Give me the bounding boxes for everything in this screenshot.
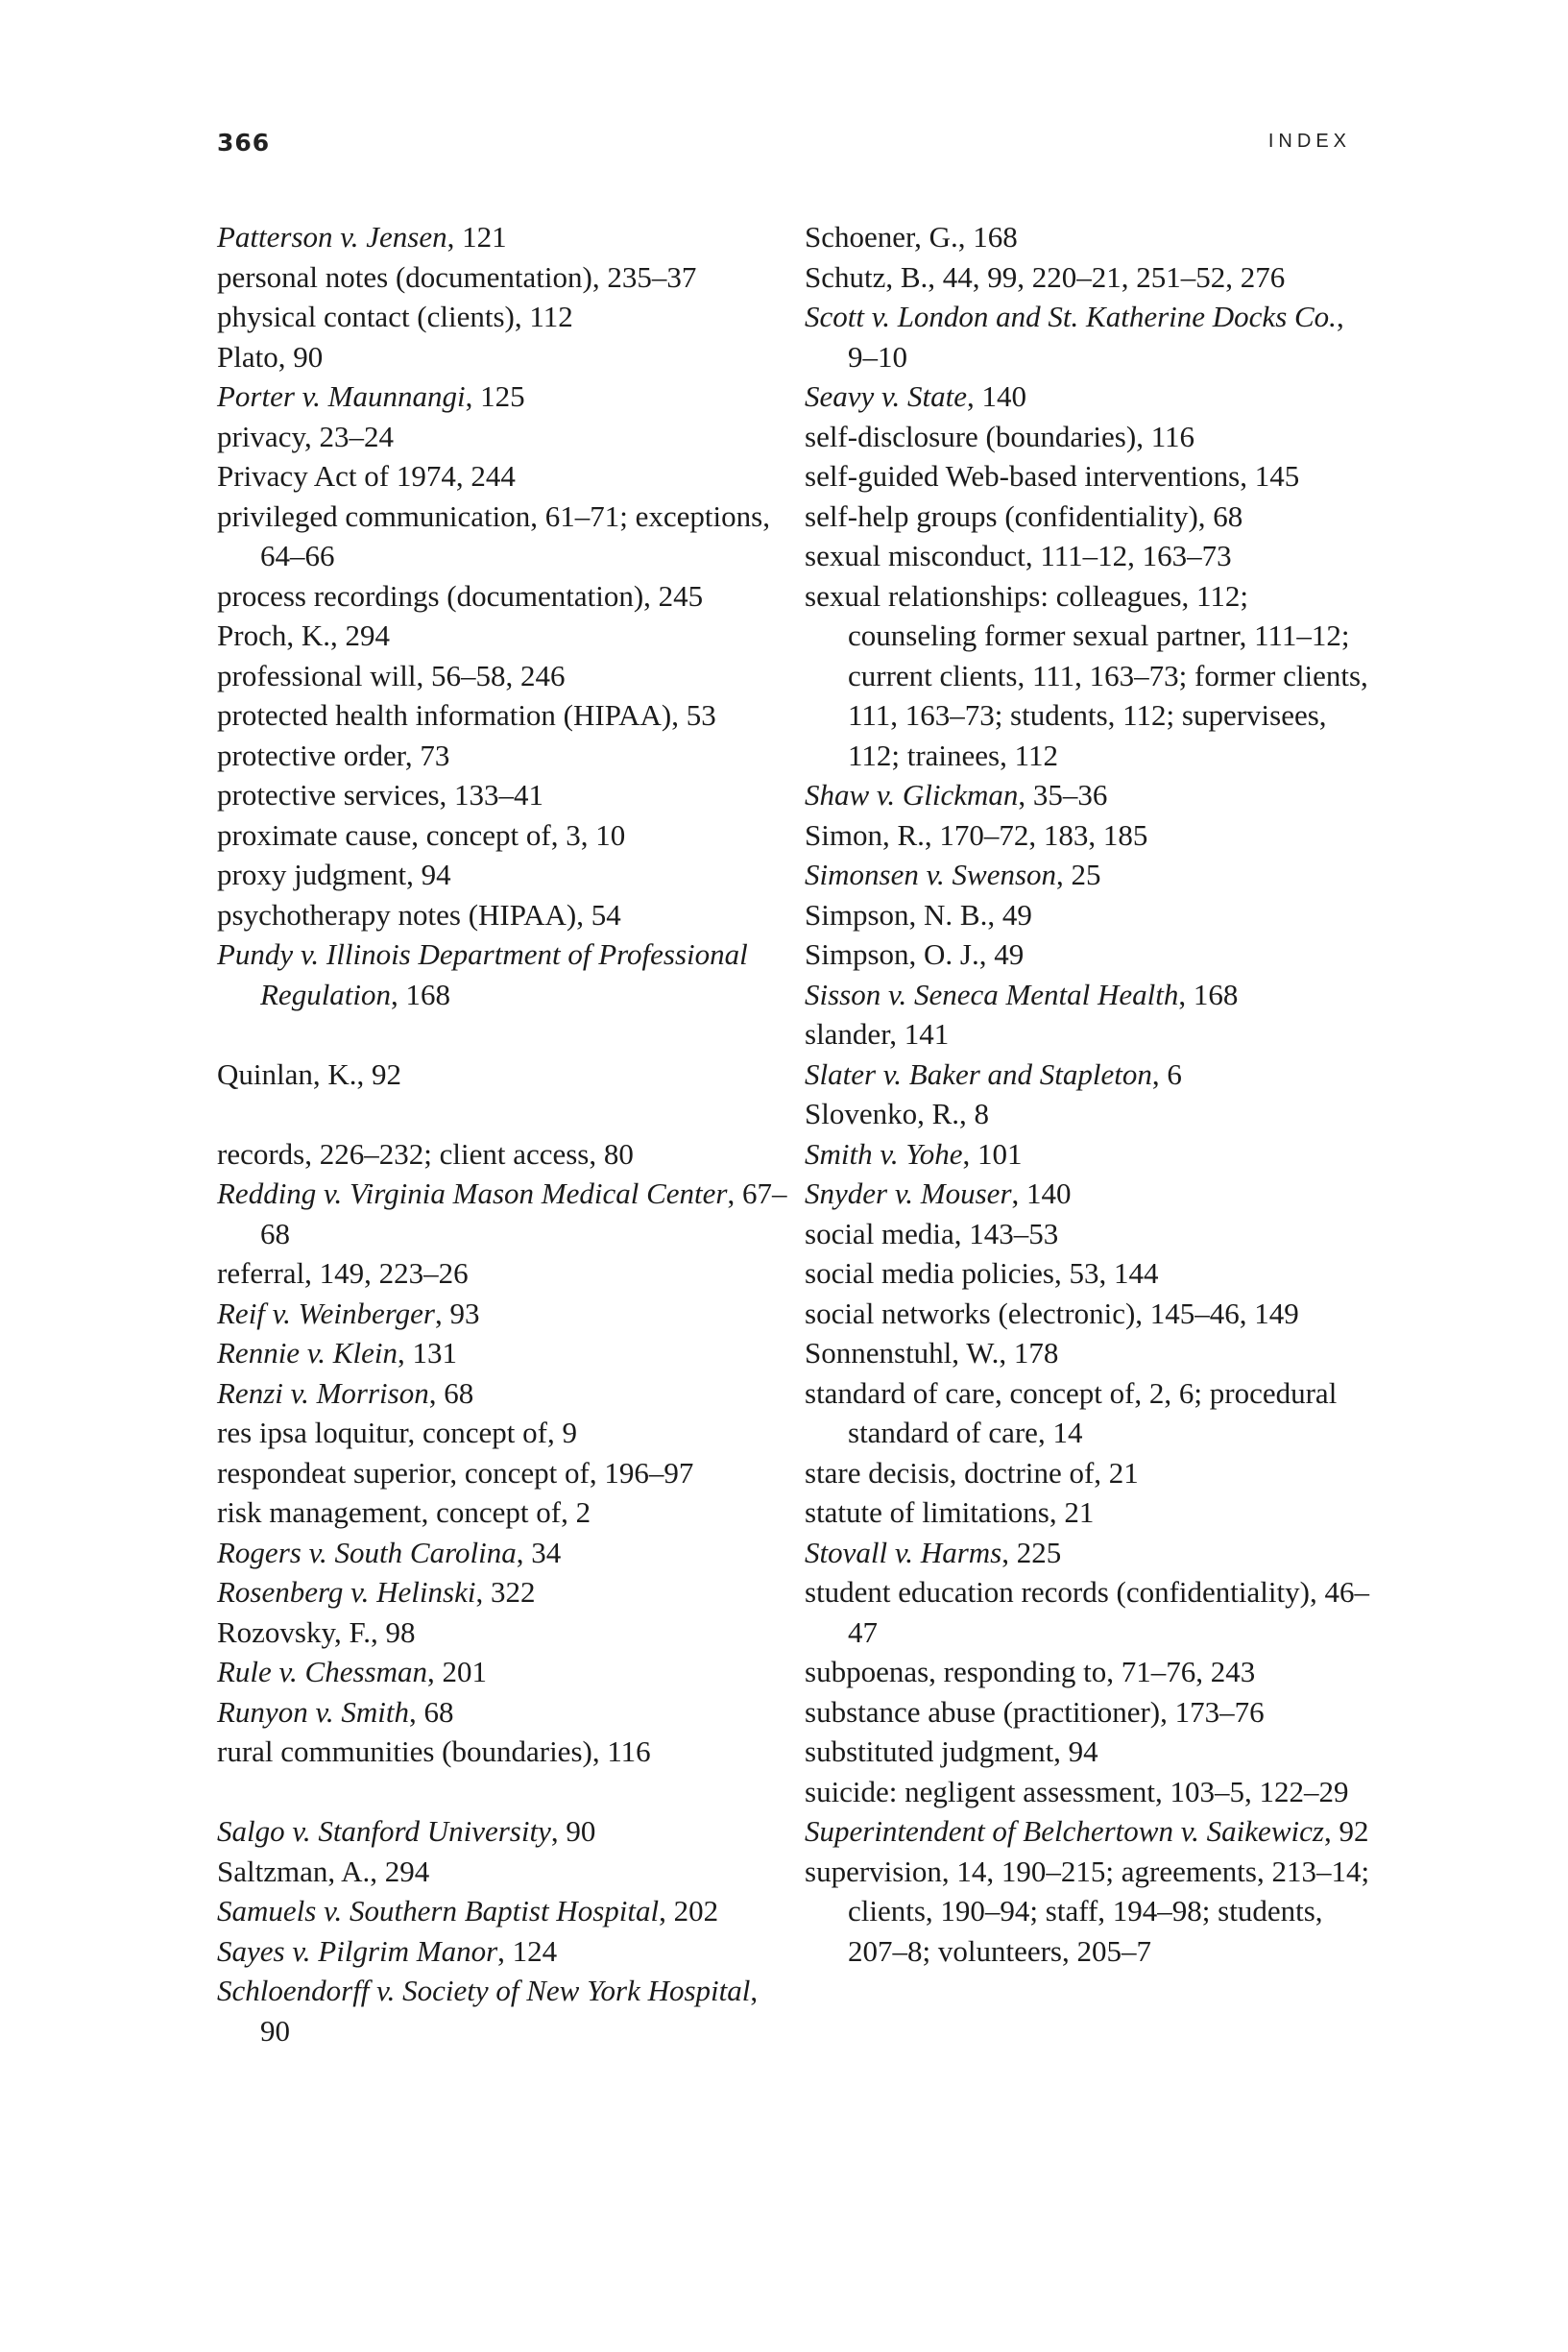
entry-text: , 201 [426,1655,487,1688]
case-name: Sisson v. Seneca Mental Health [805,977,1179,1011]
index-entry [217,417,793,457]
index-entry [217,775,793,815]
entry-text: substance abuse (practitioner), 173–76 [805,1694,1265,1729]
entry-text: , 6 [1151,1056,1182,1091]
entry-text: subpoenas, responding to, 71–76, 243 [805,1655,1256,1688]
entry-text: rural communities (boundaries), 116 [217,1734,651,1768]
index-entry [805,1174,1381,1214]
entry-text: Privacy Act of 1974, 244 [217,459,516,493]
index-entry [805,376,1381,417]
index-entry [217,1253,793,1294]
index-entry [217,1373,793,1414]
index-entry [217,1732,793,1772]
index-entry [805,1492,1381,1533]
entry-text: statute of limitations, 21 [805,1495,1095,1529]
entry-text: , 67–68 [260,1176,787,1250]
index-entry [805,1094,1381,1134]
index-entry [217,616,793,656]
page-number: 366 [217,129,271,157]
entry-text: protective order, 73 [217,738,450,772]
index-entry [805,1572,1381,1652]
case-name: Slater v. Baker and Stapleton [805,1056,1152,1091]
entry-text: , 92 [1323,1814,1369,1848]
entry-text: Schoener, G., 168 [805,220,1018,254]
index-entry [217,1652,793,1692]
entry-text: slander, 141 [805,1017,950,1051]
index-entry [805,1652,1381,1692]
case-name: Runyon v. Smith [217,1694,410,1729]
entry-text: process recordings (documentation), 245 [217,578,704,613]
entry-text: self-guided Web-based interventions, 145 [805,459,1300,493]
entry-text: , 35–36 [1018,778,1108,812]
case-name: Shaw v. Glickman [805,778,1019,812]
index-entry [217,1333,793,1373]
case-name: Sayes v. Pilgrim Manor [217,1933,498,1968]
entry-text: , 124 [497,1933,558,1968]
entry-text: records, 226–232; client access, 80 [217,1136,634,1171]
index-entry [217,456,793,497]
case-name: Stovall v. Harms [805,1535,1002,1569]
index-entry [805,855,1381,895]
index-entry [805,1294,1381,1334]
index-entry [805,1533,1381,1573]
index-entry [805,257,1381,298]
index-entry [805,576,1381,776]
index-entry [217,257,793,298]
index-column-left [217,217,793,2050]
index-entry [217,736,793,776]
entry-text: , 68 [409,1694,454,1729]
entry-text: respondeat superior, concept of, 196–97 [217,1455,694,1490]
index-entry [805,1852,1381,1972]
running-head [217,129,1351,167]
entry-text: referral, 149, 223–26 [217,1256,469,1290]
index-entry [805,536,1381,576]
index-entry [805,297,1381,376]
case-name: Redding v. Virginia Mason Medical Center [217,1176,728,1210]
entry-text: substituted judgment, 94 [805,1734,1098,1768]
index-entry [217,1891,793,1931]
case-name: Porter v. Maunnangi [217,379,466,413]
case-name: Scott v. London and St. Katherine Docks Co. [805,300,1337,333]
entry-text: Rozovsky, F., 98 [217,1614,416,1649]
entry-text: Slovenko, R., 8 [805,1097,990,1130]
entry-text: personal notes (documentation), 235–37 [217,259,697,294]
entry-text: stare decisis, doctrine of, 21 [805,1455,1139,1490]
case-name: Samuels v. Southern Baptist Hospital [217,1894,660,1928]
index-entry [217,1692,793,1733]
entry-text: , 140 [1011,1176,1072,1210]
entry-text: social media, 143–53 [805,1216,1059,1250]
entry-text: standard of care, concept of, 2, 6; procedural standard of care, 14 [805,1375,1338,1449]
entry-text: Simon, R., 170–72, 183, 185 [805,817,1148,852]
entry-text: Schutz, B., 44, 99, 220–21, 251–52, 276 [805,259,1286,294]
index-entry [217,1612,793,1653]
entry-text: , 34 [516,1535,562,1569]
entry-text: , 93 [434,1296,480,1330]
index-entry [805,1692,1381,1733]
index-entry [805,1732,1381,1772]
entry-text: Plato, 90 [217,339,324,374]
entry-text: , 9–10 [848,300,1344,374]
index-entry [805,217,1381,257]
case-name: Renzi v. Morrison [217,1375,429,1410]
index-entry [805,895,1381,935]
entry-text: Saltzman, A., 294 [217,1854,430,1888]
case-name: Smith v. Yohe [805,1136,963,1171]
index-entry [805,1055,1381,1095]
index-entry [217,1811,793,1852]
entry-text: risk management, concept of, 2 [217,1495,591,1529]
index-entry [217,656,793,696]
index-entry [217,855,793,895]
case-name: Rogers v. South Carolina [217,1535,517,1569]
case-name: Simonsen v. Swenson [805,858,1057,891]
index-entry [805,1014,1381,1055]
index-entry [217,815,793,856]
case-name: Rosenberg v. Helinski [217,1575,476,1609]
entry-text: proxy judgment, 94 [217,858,451,891]
index-entry [805,1333,1381,1373]
case-name: Rule v. Chessman [217,1655,427,1688]
index-entry [217,1931,793,1972]
case-name: Rennie v. Klein [217,1336,398,1370]
index-entry [805,497,1381,537]
index-entry [805,815,1381,856]
index-entry [217,497,793,576]
index-entry [217,1852,793,1892]
entry-text: self-disclosure (boundaries), 116 [805,419,1195,453]
index-entry [805,1373,1381,1453]
entry-text: , 101 [962,1136,1023,1171]
entry-text: psychotherapy notes (HIPAA), 54 [217,897,621,932]
index-entry [217,934,793,1014]
entry-text: res ipsa loquitur, concept of, 9 [217,1416,577,1449]
index-entry [217,695,793,736]
index-entry [217,1134,793,1175]
index-entry [805,1772,1381,1812]
entry-text: , 322 [475,1575,536,1609]
index-entry [805,775,1381,815]
index-entry [805,1134,1381,1175]
index-entry [805,975,1381,1015]
index-entry [217,1971,793,2050]
entry-text: , 125 [465,379,525,413]
entry-text: , 202 [659,1894,719,1928]
index-entry [805,934,1381,975]
entry-text: sexual misconduct, 111–12, 163–73 [805,539,1232,572]
entry-text: Proch, K., 294 [217,618,390,652]
case-name: Reif v. Weinberger [217,1296,435,1330]
index-entry [217,376,793,417]
case-name: Superintendent of Belchertown v. Saikewicz [805,1814,1324,1848]
case-name: Pundy v. Illinois Department of Professional Regulation [217,937,748,1011]
index-entry [217,1572,793,1612]
entry-text: , 68 [428,1375,474,1410]
index-entry [217,297,793,337]
entry-text: Sonnenstuhl, W., 178 [805,1336,1059,1370]
entry-text: , 25 [1056,858,1101,891]
index-entry [805,1811,1381,1852]
index-entry [217,1294,793,1334]
index-column-right [805,217,1381,1971]
index-entry [805,417,1381,457]
index-entry [217,1055,793,1095]
entry-text: self-help groups (confidentiality), 68 [805,498,1243,533]
case-name: Snyder v. Mouser [805,1176,1012,1210]
index-entry [217,1413,793,1453]
entry-text: , 140 [966,379,1026,413]
entry-text: Simpson, N. B., 49 [805,897,1032,932]
entry-text: , 168 [391,977,451,1011]
index-entry [217,1492,793,1533]
case-name: Schloendorff v. Society of New York Hospital [217,1974,751,2007]
entry-text: protected health information (HIPAA), 53 [217,698,716,732]
entry-text: Quinlan, K., 92 [217,1056,402,1091]
index-entry [805,1453,1381,1493]
entry-text: privacy, 23–24 [217,419,394,453]
index-entry [805,1214,1381,1254]
entry-text: Simpson, O. J., 49 [805,937,1025,971]
entry-text: protective services, 133–41 [217,778,544,812]
entry-text: professional will, 56–58, 246 [217,658,566,692]
entry-text: student education records (confidentiality), 46–47 [805,1575,1369,1649]
entry-text: , 168 [1178,977,1239,1011]
index-entry [217,1174,793,1253]
index-entry [217,895,793,935]
entry-text: , 90 [260,1974,759,2048]
entry-text: physical contact (clients), 112 [217,300,573,333]
case-name: Seavy v. State [805,379,967,413]
index-entry [217,337,793,377]
entry-text: , 225 [1001,1535,1062,1569]
entry-text: social media policies, 53, 144 [805,1256,1159,1290]
entry-text: social networks (electronic), 145–46, 149 [805,1296,1299,1330]
entry-text: , 131 [397,1336,457,1370]
index-entry [805,456,1381,497]
entry-text: , 90 [550,1814,596,1848]
index-entry [217,576,793,617]
index-entry [805,1253,1381,1294]
index-entry [217,217,793,257]
entry-text: suicide: negligent assessment, 103–5, 122–29 [805,1774,1349,1808]
entry-text: privileged communication, 61–71; exceptions, 64–66 [217,498,770,572]
index-entry [217,1453,793,1493]
index-entry [217,1533,793,1573]
entry-text: proximate cause, concept of, 3, 10 [217,817,626,852]
entry-text: , 121 [446,220,507,254]
entry-text: sexual relationships: colleagues, 112; counseling former sexual partner, 111–12; current clients, 111, 163–73; former clients, 111, 163–73; students, 112; supervisees, 112; trainees, 112 [805,578,1368,772]
case-name: Patterson v. Jensen [217,220,447,254]
section-title: INDEX [1267,131,1351,152]
case-name: Salgo v. Stanford University [217,1814,551,1848]
entry-text: supervision, 14, 190–215; agreements, 213–14; clients, 190–94; staff, 194–98; students, 207–8; volunteers, 205–7 [805,1854,1370,1968]
